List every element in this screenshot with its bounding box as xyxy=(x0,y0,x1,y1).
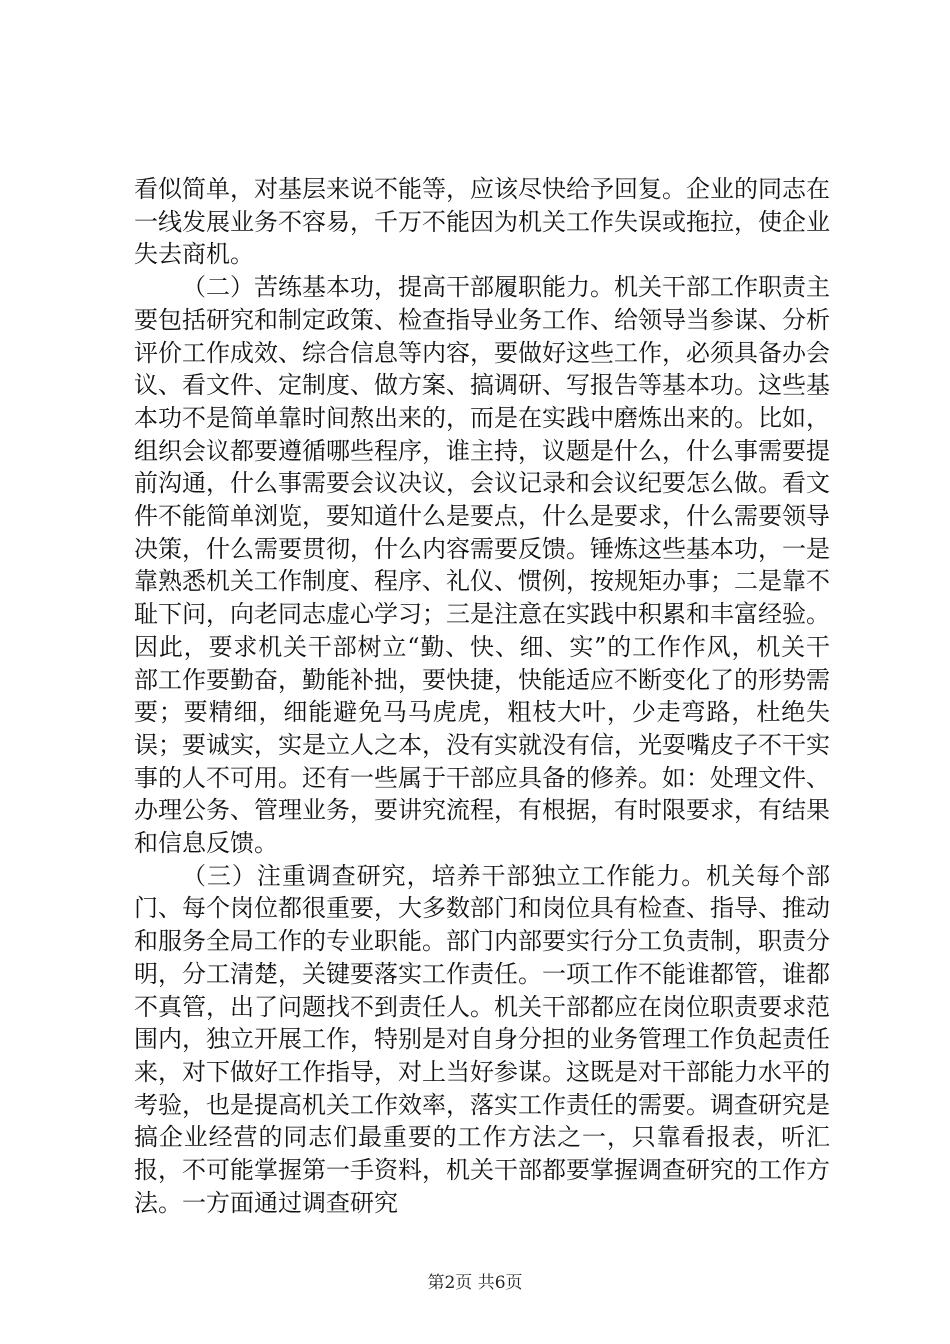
document-body xyxy=(134,173,830,1220)
page-number-footer: 第2页 共6页 xyxy=(427,1273,523,1293)
paragraph-section-three: （三）注重调查研究，培养干部独立工作能力。机关每个部门、每个岗位都很重要，大多数部门和岗位具有检查、指导、推动和服务全局工作的专业职能。部门内部要实行分工负责制，职责分明，分工清楚，关键要落实工作责任。一项工作不能谁都管，谁都不真管，出了问题找不到责任人。机关干部都应在岗位职责要求范围内，独立开展工作，特别是对自身分担的业务管理工作负起责任来，对下做好工作指导，对上当好参谋。这既是对干部能力水平的考验，也是提高机关工作效率，落实工作责任的需要。调查研究是搞企业经营的同志们最重要的工作方法之一，只靠看报表，听汇报，不可能掌握第一手资料，机关干部都要掌握调查研究的工作方法。一方面通过调查研究 xyxy=(134,861,830,1217)
paragraph-section-two: （二）苦练基本功，提高干部履职能力。机关干部工作职责主要包括研究和制定政策、检查指导业务工作、给领导当参谋、分析评价工作成效、综合信息等内容，要做好这些工作，必须具备办会议、看文件、定制度、做方案、搞调研、写报告等基本功。这些基本功不是简单靠时间熬出来的，而是在实践中磨炼出来的。比如，组织会议都要遵循哪些程序，谁主持，议题是什么，什么事需要提前沟通，什么事需要会议决议，会议记录和会议纪要怎么做。看文件不能简单浏览，要知道什么是要点，什么是要求，什么需要领导决策，什么需要贯彻，什么内容需要反馈。锤炼这些基本功，一是靠熟悉机关工作制度、程序、礼仪、惯例，按规矩办事；二是靠不耻下问，向老同志虚心学习；三是注意在实践中积累和丰富经验。因此，要求机关干部树立“勤、快、细、实”的工作作风，机关干部工作要勤奋，勤能补拙，要快捷，快能适应不断变化了的形势需要；要精细，细能避免马马虎虎，粗枝大叶，少走弯路，杜绝失误；要诚实，实是立人之本，没有实就没有信，光耍嘴皮子不干实事的人不可用。还有一些属于干部应具备的修养。如：处理文件、办理公务、管理业务，要讲究流程，有根据，有时限要求，有结果和信息反馈。 xyxy=(134,273,830,858)
paragraph-continuation: 看似简单，对基层来说不能等，应该尽快给予回复。企业的同志在一线发展业务不容易，千万不能因为机关工作失误或拖拉，使企业失去商机。 xyxy=(134,175,830,269)
